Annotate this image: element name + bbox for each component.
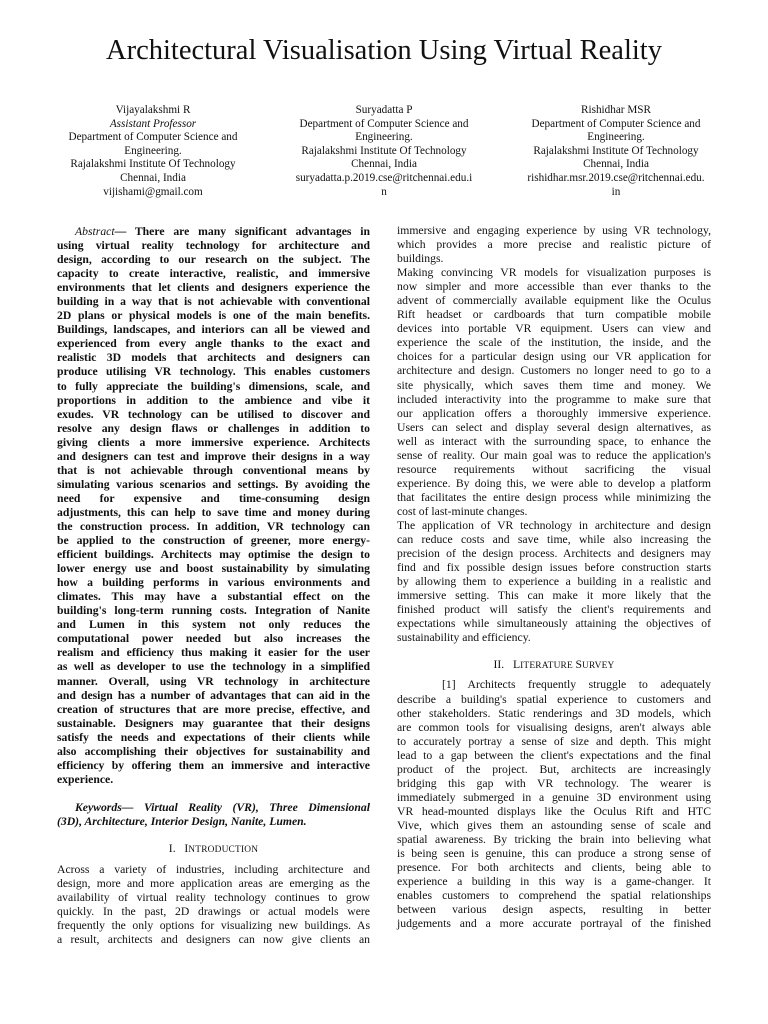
abstract-line: Buildings, landscapes, and interiors can all be viewed and bbox=[57, 323, 370, 337]
keywords-line: Virtual Reality (VR), Three Dimensional bbox=[143, 800, 370, 814]
author-name: Vijayalakshmi R bbox=[115, 104, 191, 116]
abstract-line: There are many significant advantages in bbox=[134, 225, 370, 238]
paragraph-line: Across a variety of industries, including architecture and bbox=[57, 863, 370, 877]
paragraph-line: spatial awareness. By tricking the brain into believing what bbox=[397, 832, 711, 846]
section-heading-literature-survey bbox=[397, 658, 711, 673]
abstract-line: realistic 3D models that architects and designers can bbox=[57, 351, 370, 365]
abstract-line: also accomplishing their objectives for sustainability and bbox=[57, 744, 370, 758]
paragraph-line: immersive setting. This can make it more likely that the bbox=[397, 589, 711, 603]
abstract-line: need for expensive and time-consuming design bbox=[57, 491, 370, 505]
abstract-line: creation of structures that are more precise, effective, and bbox=[57, 702, 370, 716]
paragraph-line: product of the project. But, architects are increasingly bbox=[397, 762, 711, 776]
paragraph-line: quickly. In the past, 2D drawings or actual models were bbox=[57, 905, 370, 919]
author-affiliation-line: Engineering. bbox=[355, 131, 413, 144]
author-email: vijishami@gmail.com bbox=[103, 185, 203, 198]
abstract-line: computational power needed but also increases the bbox=[57, 632, 370, 646]
paragraph-line: choices for a particular design using our VR application for bbox=[397, 350, 711, 364]
abstract-line: that is not achievable through conventional means by bbox=[57, 463, 370, 477]
section-heading-introduction bbox=[57, 842, 370, 857]
abstract-line: sustainable. Designers may guarantee that their designs bbox=[57, 716, 370, 730]
abstract-line: adjustments, this can help to save time and money during bbox=[57, 505, 370, 519]
author-role: Assistant Professor bbox=[109, 117, 197, 130]
paragraph-line: finished product will satisfy the client's requirements and bbox=[397, 603, 711, 617]
intro-paragraph-2 bbox=[397, 266, 711, 519]
author-email-continued: in bbox=[611, 185, 621, 198]
paragraph-line: to accurately portray a sense of size and depth. This might bbox=[397, 734, 711, 748]
right-column bbox=[397, 224, 711, 931]
abstract-line: the construction process. In addition, VR technology can bbox=[57, 519, 370, 533]
paragraph-line: architecture and design. Customers no longer need to go to a bbox=[397, 364, 711, 378]
abstract-line: 2D plans or physical models is one of the main benefits. bbox=[57, 309, 370, 323]
abstract-line: environments that let clients and designers experience the bbox=[57, 281, 370, 295]
left-column bbox=[57, 225, 370, 947]
abstract-dash: — bbox=[114, 225, 135, 238]
author-name: Suryadatta P bbox=[355, 104, 413, 116]
abstract-line: climates. This may have a substantial effect on the bbox=[57, 590, 370, 604]
abstract-line: and design has a number of advantages that can aid in the bbox=[57, 688, 370, 702]
author-email: rishidhar.msr.2019.cse@ritchennai.edu. bbox=[527, 171, 705, 184]
paragraph-line: [1] Architects frequently struggle to adequately bbox=[442, 678, 711, 692]
paper-title: Architectural Visualisation Using Virtual Reality bbox=[106, 35, 662, 66]
abstract-line: realism and efficiency thus making it easier for the user bbox=[57, 646, 370, 660]
author-email: suryadatta.p.2019.cse@ritchennai.edu.i bbox=[295, 171, 473, 184]
paragraph-line: bridging this gap with VR technology. The wearer is bbox=[397, 776, 711, 790]
section-heading-initial: L bbox=[512, 658, 521, 672]
paragraph-line: Making convincing VR models for visualization purposes is bbox=[397, 266, 711, 280]
keywords-first-line bbox=[57, 801, 370, 815]
section-heading-rest: ITERATURE bbox=[520, 661, 576, 672]
abstract-line: how a building performs in various environments and bbox=[57, 576, 370, 590]
paragraph-line: by allowing them to experience a building in a realistic and bbox=[397, 575, 711, 589]
paragraph-line: Vive, which gives them an astounding sense of scale and bbox=[397, 818, 711, 832]
paragraph-line: cost of last-minute changes. bbox=[397, 504, 528, 518]
author-affiliation-line: Chennai, India bbox=[583, 158, 649, 171]
author-affiliation-line: Rajalakshmi Institute Of Technology bbox=[533, 144, 699, 157]
paragraph-line: advent of commercially available equipment like the Oculus bbox=[397, 294, 711, 308]
paragraph-line: judgements and a more accurate portrayal of the finished bbox=[397, 917, 711, 931]
abstract-first-line bbox=[57, 225, 370, 239]
paragraph-line: are common tools for visualising designs, aren't always able bbox=[397, 720, 711, 734]
abstract-line: as well as developer to use the technology in a simplified bbox=[57, 660, 370, 674]
section-number: I. bbox=[168, 841, 176, 855]
author-affiliation-line: Engineering. bbox=[124, 144, 182, 157]
paragraph-line: design, more and more application areas are emerging as the bbox=[57, 877, 370, 891]
introduction-body bbox=[57, 863, 370, 947]
paragraph-line: resource requirements without sacrificing the visual bbox=[397, 462, 711, 476]
section-number: II. bbox=[493, 658, 505, 672]
intro-paragraph-continued bbox=[397, 224, 711, 266]
abstract bbox=[57, 225, 370, 787]
paragraph-line: The application of VR technology in architecture and design bbox=[397, 518, 711, 532]
keywords-dash: — bbox=[121, 800, 144, 814]
paragraph-line: Rift headset or cardboards that turn compatible mobile bbox=[397, 308, 711, 322]
abstract-line: to fully appreciate the building's dimensions, scale, and bbox=[57, 379, 370, 393]
paragraph-line: a result, architects and designers can now give clients an bbox=[57, 933, 370, 947]
paragraph-line: other stakeholders. Static renderings and 3D models, which bbox=[397, 706, 711, 720]
keywords-label: Keywords bbox=[75, 800, 122, 814]
abstract-line: using virtual reality technology for architecture and bbox=[57, 239, 370, 253]
abstract-line: be applied to the construction of greener, more energy- bbox=[57, 534, 370, 548]
abstract-line: efficient buildings. Architects may optimise the design to bbox=[57, 548, 370, 562]
paragraph-line: presence. For both architects and clients, being able to bbox=[397, 861, 711, 875]
paragraph-line: experience a building in this way is a game-changer. It bbox=[397, 875, 711, 889]
paragraph-line: frequently the only options for visualizing new buildings. As bbox=[57, 919, 370, 933]
abstract-line: capacity to create interactive, realistic, and immersive bbox=[57, 267, 370, 281]
paragraph-line: lead to a gap between the client's expectations and the final bbox=[397, 748, 711, 762]
paragraph-line: site physically, which saves them time and money. We bbox=[397, 378, 711, 392]
author-affiliation-line: Department of Computer Science and bbox=[299, 117, 469, 130]
paragraph-line: experience the scale of the institution, the inside, and the bbox=[397, 336, 711, 350]
abstract-line: design, according to our research on the subject. The bbox=[57, 253, 370, 267]
paragraph-line: describe a building's spatial experience to customers and bbox=[397, 692, 711, 706]
section-heading-rest: NTRODUCTION bbox=[188, 844, 259, 855]
paragraph-line: buildings. bbox=[397, 252, 444, 266]
author-affiliation-line: Department of Computer Science and bbox=[68, 131, 238, 144]
paragraph-line: that facilitates the entire design process while minimizing the bbox=[397, 490, 711, 504]
paragraph-line: find and fix possible design issues before construction starts bbox=[397, 561, 711, 575]
abstract-line: manner. Overall, using VR technology in architecture bbox=[57, 674, 370, 688]
keywords bbox=[57, 801, 370, 829]
paragraph-line: can reduce costs and save time, while also increasing the bbox=[397, 533, 711, 547]
author-name: Rishidhar MSR bbox=[581, 104, 651, 116]
paragraph-line: sense of reality. Our main goal was to reduce the application's bbox=[397, 448, 711, 462]
abstract-line: building's long-term running costs. Integration of Nanite bbox=[57, 604, 370, 618]
paragraph-line: immediately submerged in a genuine 3D environment using bbox=[397, 790, 711, 804]
keywords-line: (3D), Architecture, Interior Design, Nanite, Lumen. bbox=[57, 814, 307, 828]
author-affiliation-line: Chennai, India bbox=[120, 171, 186, 184]
paragraph-line: is being seen is genuine, this can produce a strong sense of bbox=[397, 847, 711, 861]
author-block-2 bbox=[266, 104, 502, 199]
paragraph-line: availability of virtual reality technology continues to grow bbox=[57, 891, 370, 905]
literature-survey-body bbox=[397, 678, 711, 931]
author-email-continued: n bbox=[381, 185, 387, 198]
paragraph-line: between various design aspects, resulting in better bbox=[397, 903, 711, 917]
author-affiliation-line: Rajalakshmi Institute Of Technology bbox=[301, 144, 467, 157]
paragraph-line: Users can select and display several design alternatives, as bbox=[397, 420, 711, 434]
abstract-line: experienced from every angle thanks to the exact and bbox=[57, 337, 370, 351]
author-affiliation-line: Department of Computer Science and bbox=[531, 117, 701, 130]
abstract-line: building in a way that is not achievable with conventional bbox=[57, 295, 370, 309]
abstract-line: lower energy use and boost sustainability by simulating bbox=[57, 562, 370, 576]
section-heading-initial: S bbox=[575, 658, 582, 672]
section-heading-rest: URVEY bbox=[581, 661, 615, 672]
paragraph-line: our application offers a thoroughly immersive experience. bbox=[397, 406, 711, 420]
intro-paragraph-3 bbox=[397, 519, 711, 645]
author-affiliation-line: Engineering. bbox=[587, 131, 645, 144]
paragraph-line: devices into portable VR equipment. Users can view and bbox=[397, 322, 711, 336]
paragraph-line: which provides a more precise and realistic picture of bbox=[397, 238, 711, 252]
author-block-3 bbox=[498, 104, 734, 199]
abstract-line: and Lumen in this system not only reduces the bbox=[57, 618, 370, 632]
paragraph-line: expectations while simultaneously attaining the objectives of bbox=[397, 617, 711, 631]
paragraph-line: precision of the design process. Architects and designers may bbox=[397, 547, 711, 561]
abstract-line: and designers can test and improve their designs in a way bbox=[57, 449, 370, 463]
paragraph-line: immersive and engaging experience by using VR technology, bbox=[397, 224, 711, 237]
paragraph-line: experience. By doing this, we were able to develop a platform bbox=[397, 476, 711, 490]
abstract-label: Abstract bbox=[75, 225, 115, 238]
abstract-line: produce utilising VR technology. This enables customers bbox=[57, 365, 370, 379]
abstract-line: proportions in addition to the ambience and vibe it bbox=[57, 393, 370, 407]
paragraph-line: included interactivity into the programme to make sure that bbox=[397, 392, 711, 406]
abstract-line: experience. bbox=[57, 772, 114, 786]
abstract-line: giving clients a more immersive experience. Architects bbox=[57, 435, 370, 449]
author-block-1 bbox=[35, 104, 271, 199]
author-affiliation-line: Rajalakshmi Institute Of Technology bbox=[70, 158, 236, 171]
abstract-line: efficiency by offering them an immersive and interactive bbox=[57, 758, 370, 772]
abstract-line: satisfy the needs and expectations of their clients while bbox=[57, 730, 370, 744]
abstract-line: resolve any design flaws or challenges in addition to bbox=[57, 421, 370, 435]
paragraph-line: VR head-mounted displays like the Oculus Rift and HTC bbox=[397, 804, 711, 818]
abstract-line: exudes. VR technology can be utilised to discover and bbox=[57, 407, 370, 421]
author-affiliation-line: Chennai, India bbox=[351, 158, 417, 171]
paragraph-line: well as interact with the surrounding space, to enhance the bbox=[397, 434, 711, 448]
paragraph-line: now simpler and more accessible than ever thanks to the bbox=[397, 280, 711, 294]
paragraph-line: enables customers to comprehend the spatial relationships bbox=[397, 889, 711, 903]
section-heading-initial: I bbox=[184, 841, 189, 855]
abstract-line: simulating various scenarios and settings. By avoiding the bbox=[57, 477, 370, 491]
paragraph-line: sustainability and efficiency. bbox=[397, 631, 531, 645]
